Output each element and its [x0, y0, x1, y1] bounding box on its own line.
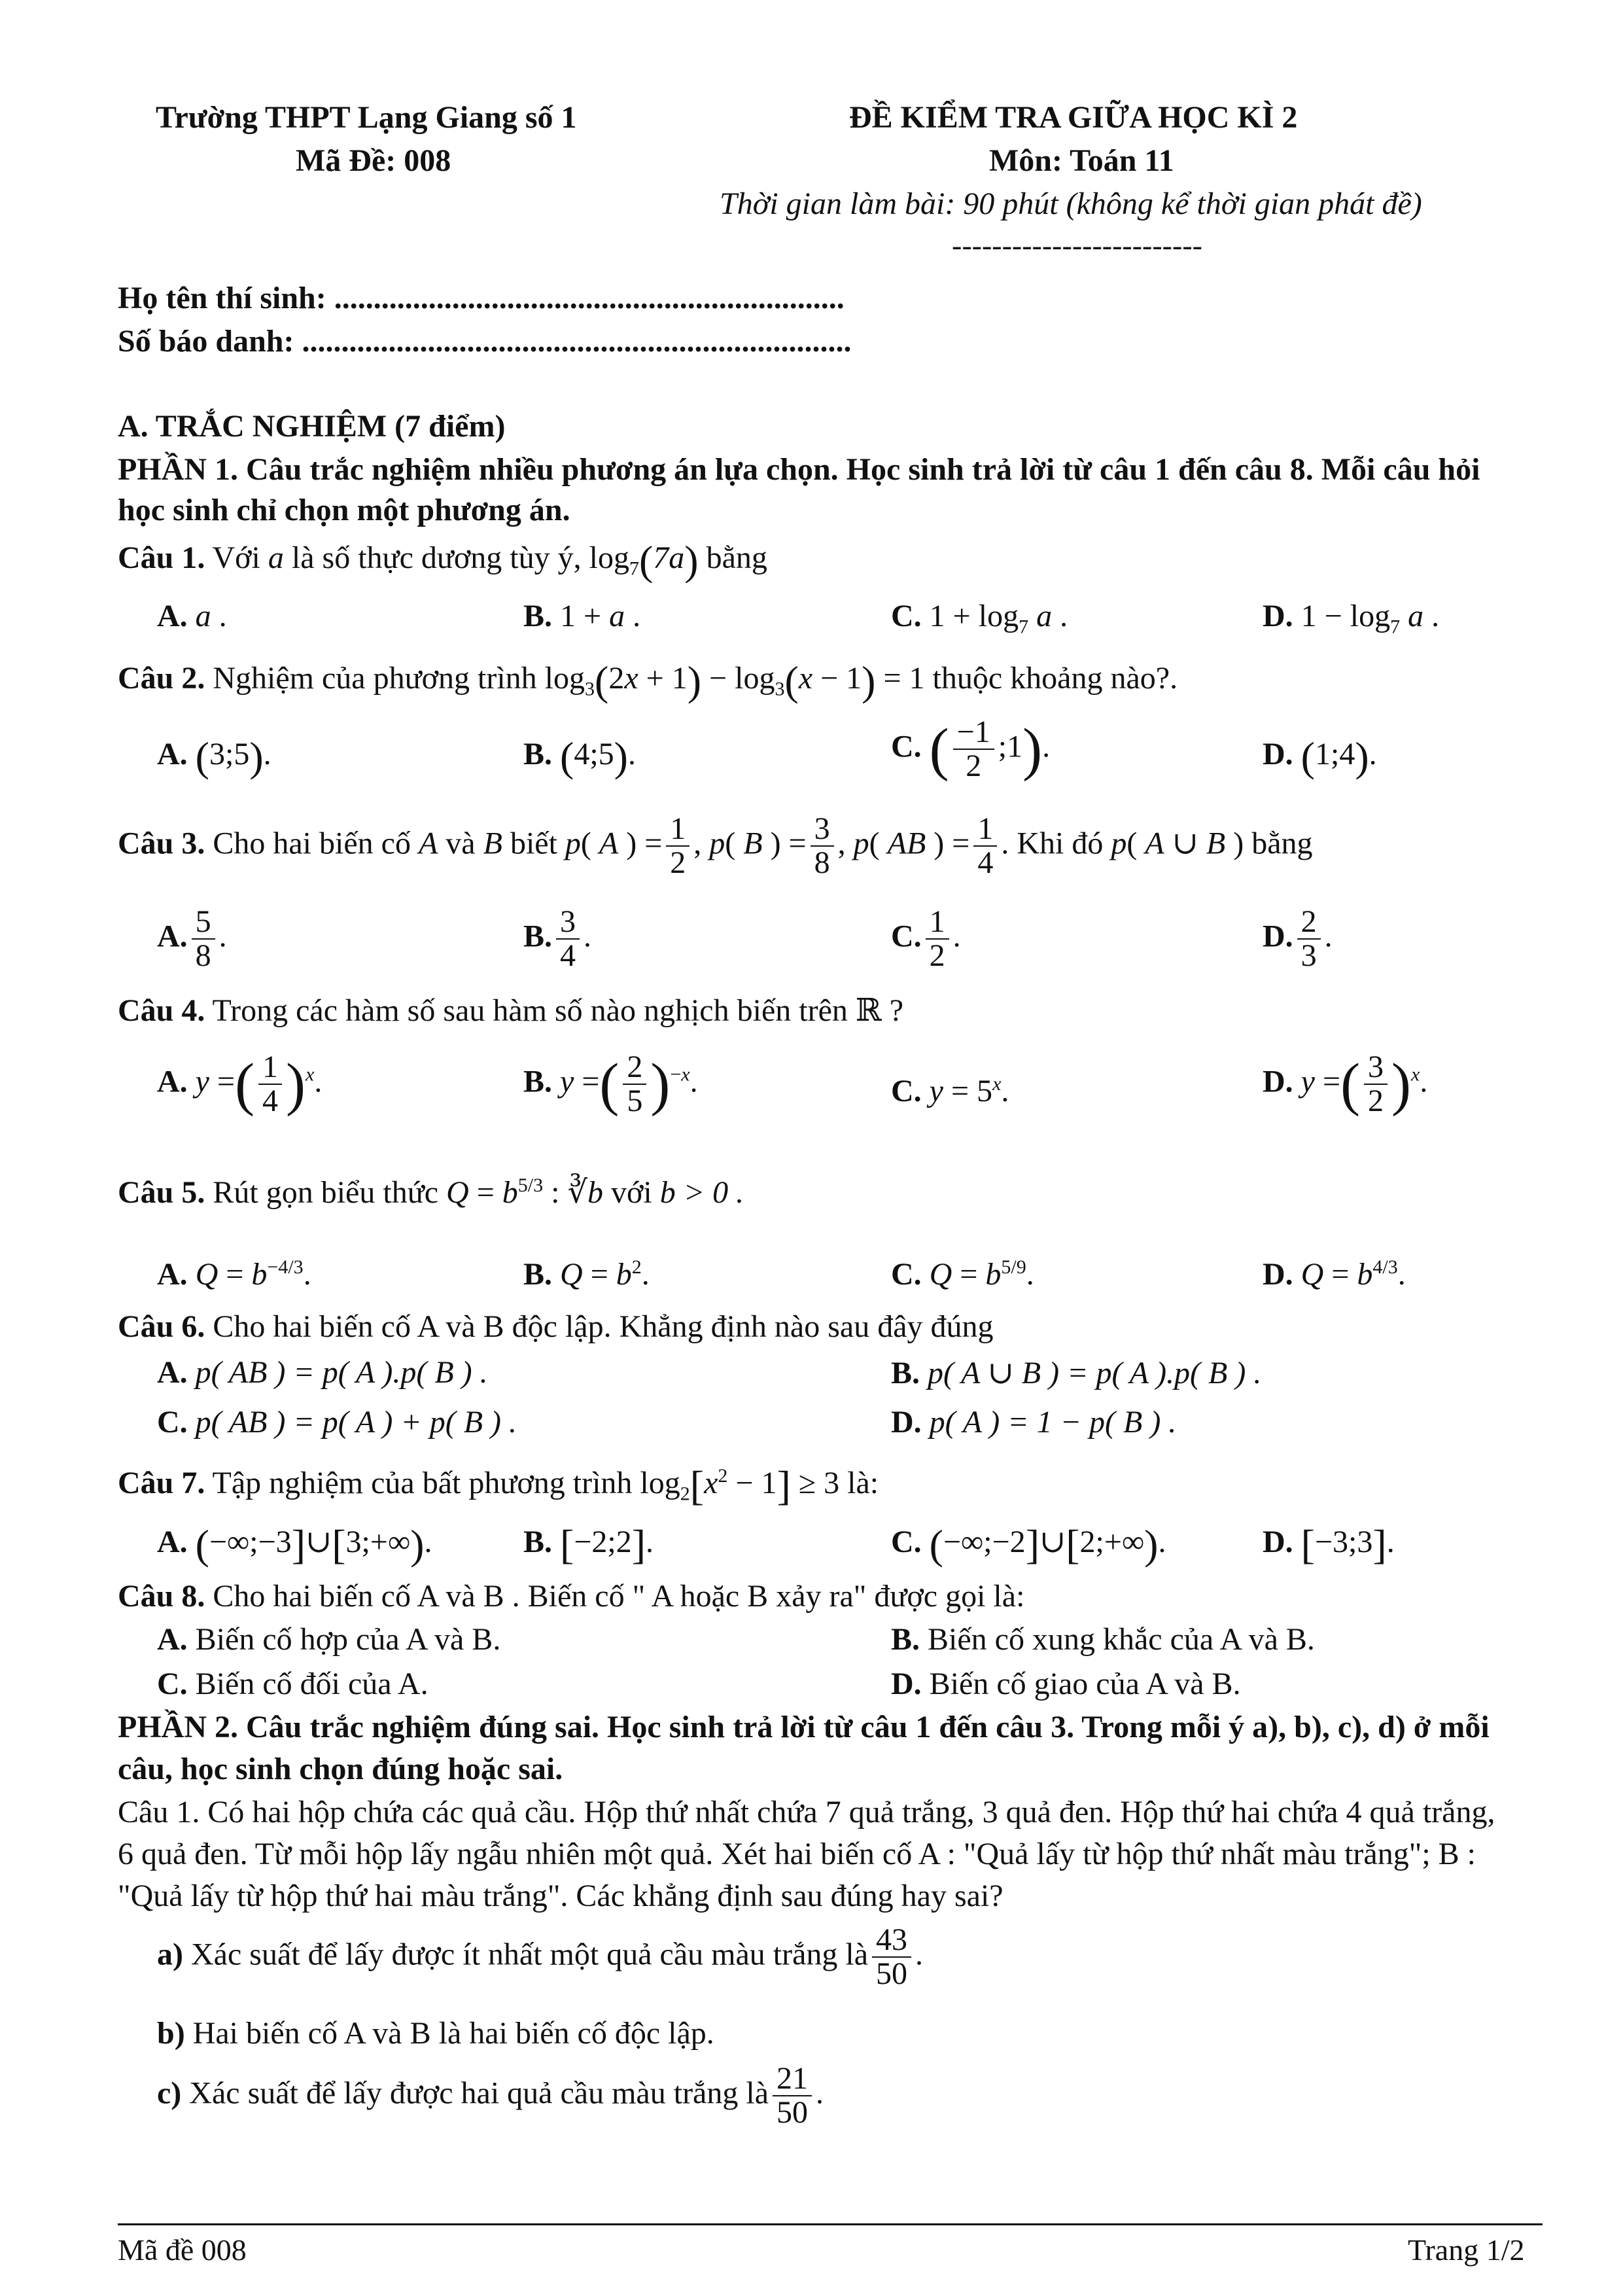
- q4-stem: Câu 4. Trong các hàm số sau hàm số nào nghịch biến trên ℝ ?: [118, 993, 904, 1028]
- exam-time: Thời gian làm bài: 90 phút (không kể thời gian phát đề): [720, 186, 1422, 221]
- q5-option-b[interactable]: B. $Q = b^2$.: [523, 1256, 650, 1292]
- q2-stem: Câu 2. Nghiệm của phương trình $\log_3(2x + 1) - \log_3(x - 1) = 1$ thuộc khoảng nào?.: [118, 658, 1178, 704]
- part2-q1-line3: "Quả lấy từ hộp thứ hai màu trắng". Các khẳng định sau đúng hay sai?: [118, 1879, 1003, 1913]
- section-a-title: A. TRẮC NGHIỆM (7 điểm): [118, 409, 506, 444]
- q7-option-c[interactable]: C. (−∞;−2]∪[2;+∞).: [891, 1521, 1166, 1568]
- q6-option-b[interactable]: B. p( A ∪ B ) = p( A ).p( B ) .: [891, 1356, 1262, 1390]
- q3-option-b[interactable]: B. $\frac{3}{4}$ .: [523, 904, 592, 974]
- q3-option-d[interactable]: D. $\frac{2}{3}$ .: [1263, 904, 1333, 974]
- q2-option-c[interactable]: C. ( $\frac{-1}{2}$ ;1).: [891, 715, 1051, 784]
- footer-page: Trang 1/2: [1408, 2233, 1525, 2267]
- q2-option-b[interactable]: B. (4;5).: [523, 733, 636, 780]
- q4-option-c[interactable]: C. $y = 5^x$.: [891, 1073, 1009, 1108]
- q3-option-c[interactable]: C. $\frac{1}{2}$ .: [891, 904, 961, 974]
- q8-option-b[interactable]: B. Biến cố xung khắc của A và B.: [891, 1622, 1315, 1657]
- q7-option-d[interactable]: D. [−3;3].: [1263, 1521, 1395, 1568]
- q5-option-a[interactable]: A. $Q = b^{-4/3}$.: [157, 1256, 311, 1292]
- part1-intro-2: học sinh chỉ chọn một phương án.: [118, 493, 570, 527]
- q2-option-d[interactable]: D. (1;4).: [1263, 733, 1377, 780]
- q7-stem: Câu 7. Tập nghiệm của bất phương trình $\log_2[x^2 - 1] \ge 3$ là:: [118, 1462, 879, 1509]
- q4-option-a[interactable]: A. y =( $\frac{1}{4}$ )$^x$.: [157, 1050, 323, 1119]
- q1-option-c[interactable]: C. $1 + \log_7 a$ .: [891, 599, 1068, 638]
- part2-intro-1: PHẦN 2. Câu trắc nghiệm đúng sai. Học sinh trả lời từ câu 1 đến câu 3. Trong mỗi ý a), b), c), d) ở mỗi: [118, 1710, 1490, 1744]
- school-name: Trường THPT Lạng Giang số 1: [156, 100, 577, 135]
- exam-subject: Môn: Toán 11: [989, 143, 1174, 178]
- q6-stem: Câu 6. Cho hai biến cố A và B độc lập. Khẳng định nào sau đây đúng: [118, 1309, 994, 1344]
- part2-q1-line2: 6 quả đen. Từ mỗi hộp lấy ngẫu nhiên một quả. Xét hai biến cố A : "Quả lấy từ hộp thứ nhất màu trắng"; B :: [118, 1837, 1476, 1871]
- q4-option-d[interactable]: D. y =( $\frac{3}{2}$ )$^x$.: [1263, 1050, 1428, 1119]
- student-name-field: Họ tên thí sinh: .................................................................: [118, 281, 845, 315]
- q4-option-b[interactable]: B. y =( $\frac{2}{5}$ )$^{-x}$.: [523, 1050, 698, 1119]
- q6-option-c[interactable]: C. p( AB ) = p( A ) + p( B ) .: [157, 1405, 517, 1439]
- q6-option-a[interactable]: A. p( AB ) = p( A ).p( B ) .: [157, 1355, 488, 1390]
- part2-statement-a[interactable]: a) Xác suất để lấy được ít nhất một quả cầu màu trắng là $\frac{43}{50}$ .: [157, 1922, 924, 1992]
- q5-option-d[interactable]: D. $Q = b^{4/3}$.: [1263, 1256, 1406, 1292]
- q1-stem: Câu 1. Với a là số thực dương tùy ý, $\log_7(7a)$ bằng: [118, 537, 767, 584]
- q7-option-b[interactable]: B. [−2;2].: [523, 1521, 654, 1568]
- q8-option-a[interactable]: A. Biến cố hợp của A và B.: [157, 1622, 501, 1657]
- part1-intro-1: PHẦN 1. Câu trắc nghiệm nhiều phương án lựa chọn. Học sinh trả lời từ câu 1 đến câu 8. Mỗi câu hỏi: [118, 452, 1480, 487]
- part2-intro-2: câu, học sinh chọn đúng hoặc sai.: [118, 1752, 563, 1786]
- q7-option-a[interactable]: A. (−∞;−3]∪[3;+∞).: [157, 1521, 432, 1568]
- footer-code: Mã đề 008: [118, 2233, 247, 2267]
- q8-option-c[interactable]: C. Biến cố đối của A.: [157, 1667, 428, 1701]
- q5-option-c[interactable]: C. $Q = b^{5/9}$.: [891, 1256, 1034, 1292]
- q8-stem: Câu 8. Cho hai biến cố A và B . Biến cố " A hoặc B xảy ra" được gọi là:: [118, 1579, 1025, 1614]
- exam-code: Mã Đề: 008: [296, 143, 451, 178]
- q3-stem: Câu 3. Cho hai biến cố A và B biết p( A ) = $\frac{1}{2}$ , p( B ) = $\frac{3}{8}$ , p( AB ) = $\frac{1}{4}$ . Khi đó p( A ∪ B ) bằng: [118, 811, 1313, 881]
- footer-rule: [118, 2223, 1543, 2225]
- exam-title: ĐỀ KIỂM TRA GIỮA HỌC KÌ 2: [849, 100, 1298, 135]
- q5-stem: Câu 5. Rút gọn biểu thức $Q = b^{5/3}$ : ∛b với b > 0 .: [118, 1174, 744, 1210]
- q8-option-d[interactable]: D. Biến cố giao của A và B.: [891, 1667, 1241, 1701]
- q2-option-a[interactable]: A. (3;5).: [157, 733, 271, 780]
- student-id-field: Số báo danh: ......................................................................: [118, 324, 852, 359]
- part2-statement-c[interactable]: c) Xác suất để lấy được hai quả cầu màu trắng là $\frac{21}{50}$ .: [157, 2061, 824, 2130]
- q6-option-d[interactable]: D. p( A ) = 1 − p( B ) .: [891, 1405, 1177, 1439]
- q1-option-a[interactable]: A. a .: [157, 599, 227, 633]
- part2-q1-line1: Câu 1. Có hai hộp chứa các quả cầu. Hộp thứ nhất chứa 7 quả trắng, 3 quả đen. Hộp thứ hai chứa 4 quả trắng,: [118, 1795, 1495, 1829]
- q1-option-d[interactable]: D. $1 - \log_7 a$ .: [1263, 599, 1440, 638]
- part2-statement-b[interactable]: b) Hai biến cố A và B là hai biến cố độc lập.: [157, 2016, 714, 2051]
- q3-option-a[interactable]: A. $\frac{5}{8}$ .: [157, 904, 227, 974]
- q1-option-b[interactable]: B. 1 + a .: [523, 599, 641, 633]
- header-dash: -------------------------: [952, 228, 1202, 262]
